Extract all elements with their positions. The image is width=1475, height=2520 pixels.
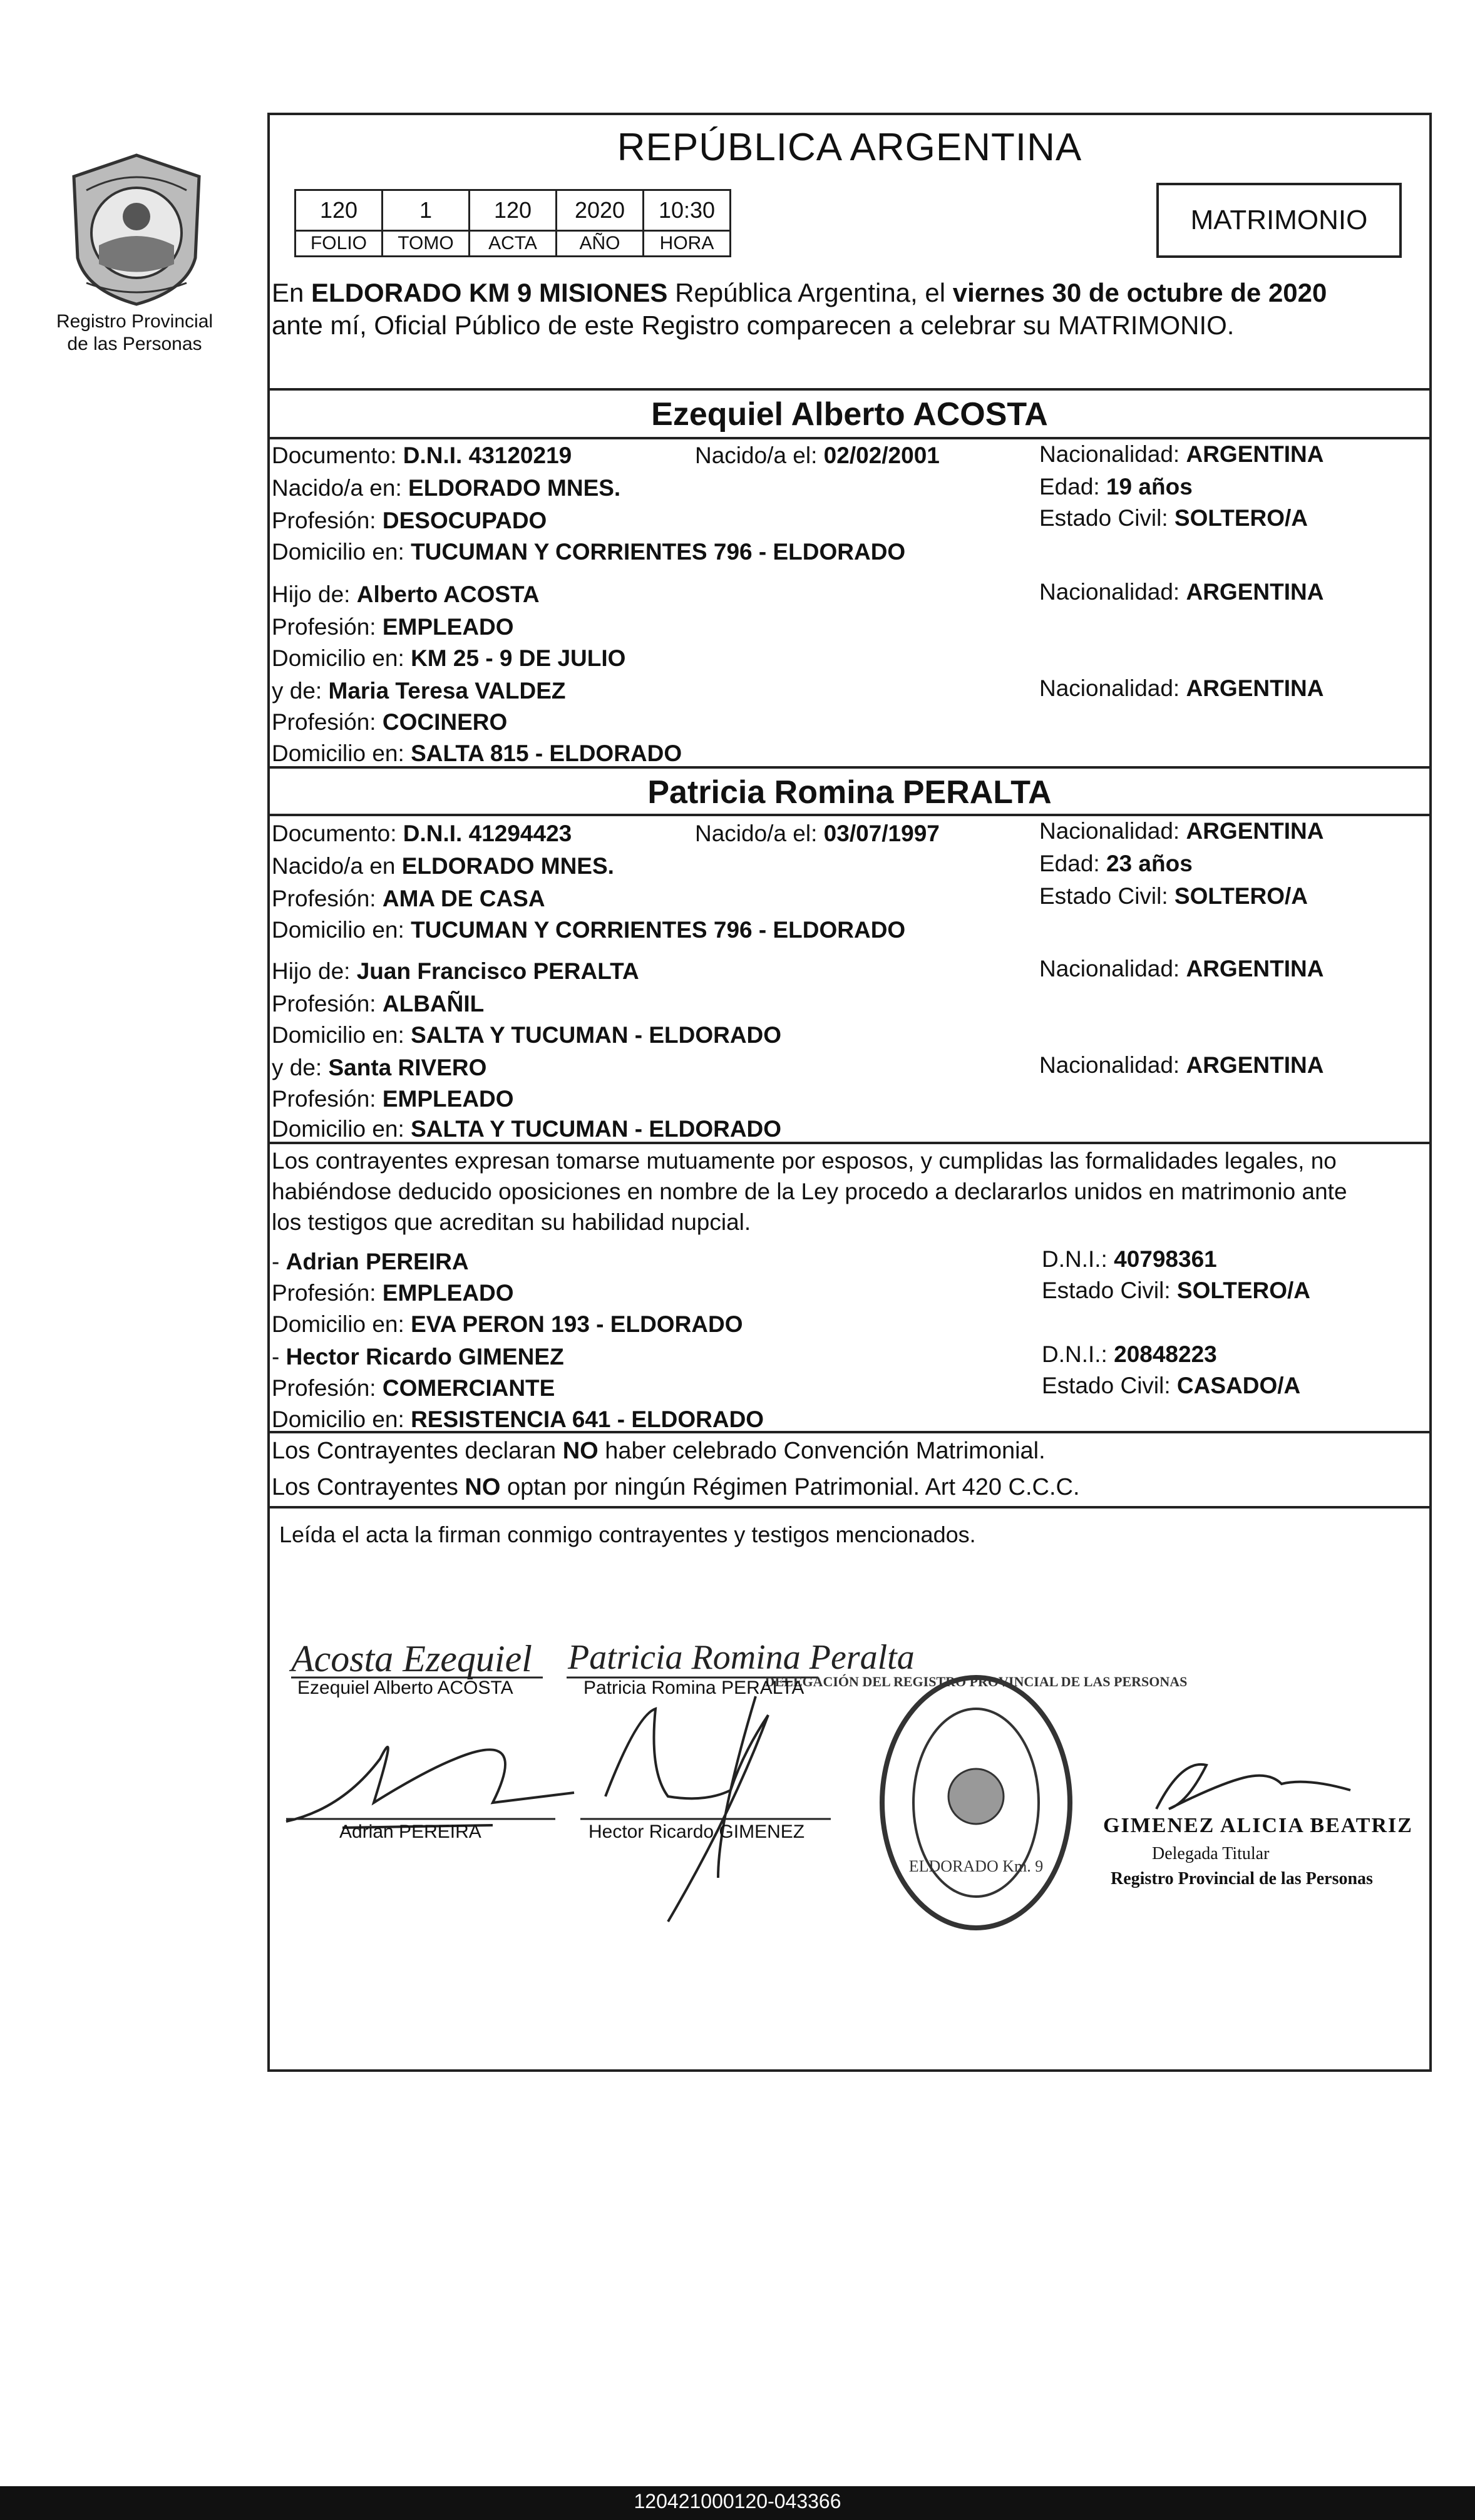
label: Estado Civil: [1042,1278,1177,1303]
spouse2-nacionalidad [1039,817,1323,845]
witness2-name [272,1343,564,1371]
value: D.N.I. 41294423 [403,821,572,846]
value: KM 25 - 9 DE JULIO [411,645,626,671]
spouse2-handwritten-signature: Patricia Romina Peralta [568,1638,915,1677]
caption-line-1: Registro Provincial [56,311,213,332]
witness1-profesion [272,1279,514,1307]
intro-date: viernes 30 de octubre de 2020 [952,278,1327,307]
label: Domicilio en: [272,917,411,943]
label: - [272,1249,286,1274]
label: Profesión: [272,886,383,911]
footer-code: 120421000120-043366 [634,2490,841,2512]
hora-value: 10:30 [644,190,731,231]
value: COCINERO [382,709,508,735]
hora-label: HORA [644,231,731,257]
declaration-line: los testigos que acreditan su habilidad nupcial. [272,1209,751,1235]
divider [267,1142,1432,1144]
spouse1-mother-profesion [272,709,507,736]
value: SALTA Y TUCUMAN - ELDORADO [411,1116,782,1142]
label: Documento: [272,821,403,846]
spouse2-domicilio [272,916,905,944]
tomo-value: 1 [383,190,470,231]
label: y de: [272,678,329,704]
spouse1-father-domicilio [272,645,625,672]
label: Documento: [272,443,403,468]
text: optan por ningún Régimen Patrimonial. Art 420 C.C.C. [500,1474,1080,1500]
declaration-paragraph [272,1145,1429,1237]
value: Santa RIVERO [328,1055,487,1080]
divider [267,814,1432,816]
value: ARGENTINA [1186,818,1324,844]
witness1-dni [1042,1246,1217,1273]
value: TUCUMAN Y CORRIENTES 796 - ELDORADO [411,917,906,943]
label: Nacionalidad: [1039,675,1186,701]
label: Profesión: [272,991,383,1017]
declaration-line: Los contrayentes expresan tomarse mutuamente por esposos, y cumplidas las formalidades legales, no [272,1148,1337,1174]
label: Profesión: [272,709,383,735]
intro-place: ELDORADO KM 9 MISIONES [311,278,668,307]
convention-line-1 [272,1437,1046,1465]
value: ARGENTINA [1186,1052,1324,1078]
label: Nacionalidad: [1039,956,1186,981]
label: y de: [272,1055,329,1080]
spouse2-profesion [272,885,545,913]
value: ARGENTINA [1186,441,1324,467]
witness1-signature-label: Adrian PEREIRA [339,1821,481,1842]
spouse1-father-nacionalidad [1039,578,1323,606]
spouse1-mother-domicilio [272,740,682,767]
value: Maria Teresa VALDEZ [328,678,566,704]
label: Profesión: [272,508,383,533]
registrar-title: Delegada Titular [1152,1844,1270,1863]
spouse1-handwritten-signature: Acosta Ezequiel [291,1638,532,1679]
label: Profesión: [272,614,383,640]
spouse2-father [272,958,639,985]
registrar-signature [1156,1765,1350,1809]
value: ELDORADO MNES. [401,853,614,879]
witness1-name [272,1248,469,1276]
spouse2-father-nacionalidad [1039,955,1323,983]
divider [267,388,1432,391]
spouse2-mother-nacionalidad [1039,1052,1323,1079]
intro-line-2: ante mí, Oficial Público de este Registro comparecen a celebrar su MATRIMONIO. [272,310,1235,340]
value: Juan Francisco PERALTA [356,958,639,984]
ano-label: AÑO [557,231,644,257]
value: SOLTERO/A [1176,1278,1311,1303]
folio-label: FOLIO [296,231,383,257]
label: Edad: [1039,474,1106,499]
value: Hector Ricardo GIMENEZ [285,1344,564,1370]
spouse2-documento [272,820,572,848]
label: Domicilio en: [272,1116,411,1142]
label: Domicilio en: [272,539,411,565]
label: Estado Civil: [1039,883,1174,909]
label: Profesión: [272,1375,383,1401]
divider [267,1506,1432,1508]
witness2-estado-civil [1042,1372,1300,1400]
label: Domicilio en: [272,1406,411,1432]
value: 23 años [1106,851,1193,876]
spouse1-domicilio [272,538,905,566]
ano-value: 2020 [557,190,644,231]
label: Nacido/a en [272,853,402,879]
spouse2-nacido-en [272,853,614,880]
value: ELDORADO MNES. [408,475,621,501]
witness2-profesion [272,1375,555,1402]
value: D.N.I. 43120219 [403,443,572,468]
value: COMERCIANTE [382,1375,555,1401]
registrar-name: GIMENEZ ALICIA BEATRIZ [1103,1814,1413,1837]
label: Hijo de: [272,581,357,607]
signatures-drawing [267,1615,1432,1965]
folio-table [294,189,731,257]
folio-value: 120 [296,190,383,231]
value: DESOCUPADO [382,508,547,533]
divider [267,766,1432,769]
witness2-signature-label: Hector Ricardo GIMENEZ [588,1821,805,1842]
label: Domicilio en: [272,740,411,766]
text: Los Contrayentes [272,1474,465,1500]
label: Nacionalidad: [1039,441,1186,467]
label: Nacionalidad: [1039,818,1186,844]
value: EMPLEADO [382,1086,514,1112]
seal-text-top: DELEGACIÓN DEL REGISTRO PROVINCIAL DE LAS PERSONAS [764,1674,1188,1689]
value: ARGENTINA [1186,675,1324,701]
spouse2-name: Patricia Romina PERALTA [647,774,1052,811]
spouse2-father-profesion [272,990,484,1018]
label: Edad: [1039,851,1106,876]
value: SOLTERO/A [1174,883,1308,909]
value: SOLTERO/A [1174,505,1308,531]
seal-text-center: ELDORADO Km. 9 [908,1857,1044,1875]
spouse1-documento [272,442,572,469]
text: Los Contrayentes declaran [272,1438,563,1464]
spouse1-nacionalidad [1039,441,1323,468]
value: 19 años [1106,474,1193,499]
registrar-org: Registro Provincial de las Personas [1111,1869,1373,1888]
value: AMA DE CASA [382,886,545,911]
divider [267,1431,1432,1433]
spouse2-nacido-el [695,820,940,848]
spouse1-estado-civil [1039,505,1308,532]
spouse1-father [272,581,540,608]
value: 20848223 [1114,1341,1217,1367]
spouse2-mother-domicilio [272,1115,781,1143]
witness1-domicilio [272,1311,743,1338]
spouse1-nacido-en [272,474,620,502]
value: Alberto ACOSTA [356,581,540,607]
value: EMPLEADO [382,1280,514,1306]
label: Profesión: [272,1280,383,1306]
convention-line-2 [272,1473,1080,1501]
spouse1-name: Ezequiel Alberto ACOSTA [651,396,1048,433]
spouse2-signature-label: Patricia Romina PERALTA [583,1677,804,1698]
misiones-coat-of-arms-icon [61,151,212,308]
spouse2-mother [272,1054,486,1082]
label: Nacionalidad: [1039,579,1186,605]
signatures-intro: Leída el acta la firman conmigo contrayentes y testigos mencionados. [279,1522,976,1547]
label: Profesión: [272,1086,383,1112]
value: SALTA 815 - ELDORADO [411,740,682,766]
spouse1-profesion [272,507,547,535]
text: haber celebrado Convención Matrimonial. [598,1438,1046,1464]
value: SALTA Y TUCUMAN - ELDORADO [411,1022,782,1048]
spouse1-mother [272,677,566,705]
acta-label: ACTA [470,231,557,257]
intro-line-1 [272,278,1327,308]
label: Nacido/a en: [272,475,409,501]
value: ARGENTINA [1186,579,1324,605]
witness1-signature [286,1747,574,1828]
intro-text: En [272,278,312,307]
label: Nacionalidad: [1039,1052,1186,1078]
tomo-label: TOMO [383,231,470,257]
spouse1-mother-nacionalidad [1039,675,1323,702]
label: Nacido/a el: [695,443,824,468]
spouse2-mother-profesion [272,1085,514,1113]
spouse2-edad [1039,850,1193,878]
emphasis: NO [465,1474,501,1500]
witness2-domicilio [272,1406,764,1433]
label: Hijo de: [272,958,357,984]
label: Estado Civil: [1039,505,1174,531]
emphasis: NO [562,1438,599,1464]
spouse2-estado-civil [1039,883,1308,910]
value: 02/02/2001 [823,443,940,468]
label: Domicilio en: [272,1311,411,1337]
spouse1-signature-label: Ezequiel Alberto ACOSTA [297,1677,513,1698]
value: ARGENTINA [1186,956,1324,981]
label: Domicilio en: [272,645,411,671]
acta-value: 120 [470,190,557,231]
label: Domicilio en: [272,1022,411,1048]
intro-text: República Argentina, el [667,278,953,307]
spouse2-father-domicilio [272,1022,781,1049]
label: D.N.I.: [1042,1341,1114,1367]
witness2-signature [605,1696,768,1922]
value: TUCUMAN Y CORRIENTES 796 - ELDORADO [411,539,906,565]
value: EMPLEADO [382,614,514,640]
value: CASADO/A [1176,1373,1301,1398]
record-type-box: MATRIMONIO [1156,183,1402,258]
witness2-dni [1042,1341,1217,1368]
spouse1-edad [1039,473,1193,501]
logo-caption [38,310,232,356]
divider [267,437,1432,439]
declaration-line: habiéndose deducido oposiciones en nombre de la Ley procedo a declararlos unidos en matrimonio ante [272,1179,1347,1204]
label: Estado Civil: [1042,1373,1177,1398]
value: 40798361 [1114,1246,1217,1272]
spouse1-father-profesion [272,613,514,641]
caption-line-2: de las Personas [67,334,202,354]
spouse1-nacido-el [695,442,940,469]
label: D.N.I.: [1042,1246,1114,1272]
value: 03/07/1997 [823,821,940,846]
value: ALBAÑIL [382,991,485,1017]
label: - [272,1344,286,1370]
value: Adrian PEREIRA [285,1249,469,1274]
value: EVA PERON 193 - ELDORADO [411,1311,743,1337]
page-title: REPÚBLICA ARGENTINA [617,126,1082,169]
witness1-estado-civil [1042,1277,1310,1304]
value: RESISTENCIA 641 - ELDORADO [411,1406,764,1432]
label: Nacido/a el: [695,821,824,846]
